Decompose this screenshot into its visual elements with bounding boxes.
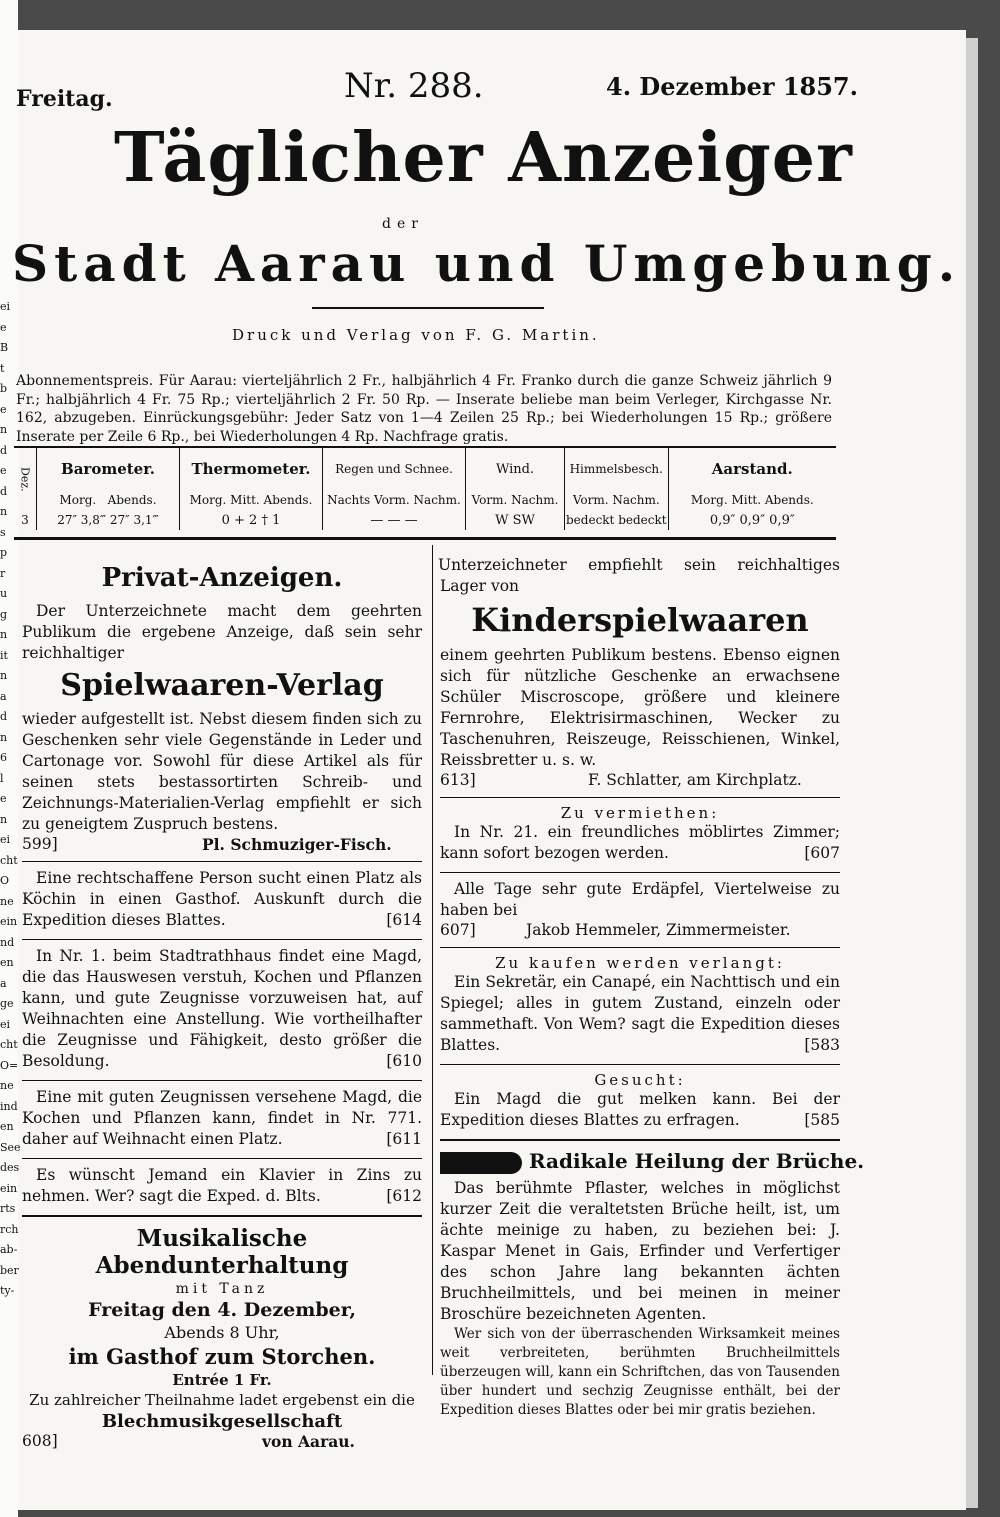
ad7-body: In Nr. 21. ein freundliches möblirtes Zimmer; kann sofort bezogen werden. [607: [440, 823, 840, 862]
ad3-ref: [610: [386, 1052, 422, 1070]
strip-fragment: p: [0, 546, 8, 559]
strip-fragment: des: [0, 1161, 20, 1174]
strip-fragment: l: [0, 771, 4, 785]
thermometer-values: 0 + 2 † 1: [180, 510, 323, 530]
strip-fragment: e: [0, 464, 7, 477]
strip-fragment: g: [0, 607, 8, 621]
divider: [440, 872, 840, 873]
sky-sub: Vorm. Nachm.: [565, 490, 669, 510]
strip-fragment: cht: [0, 853, 18, 867]
ad1-ref: 599]: [22, 835, 58, 853]
ad2-ref: [614: [386, 911, 422, 929]
rain-sub: Nachts Vorm. Nachm.: [323, 490, 466, 510]
barometer-sub: Morg. Abends.: [37, 490, 180, 510]
divider: [22, 861, 422, 862]
concert-organizer: Blechmusikgesellschaft: [101, 1411, 343, 1432]
ad6-ref: 613]: [440, 771, 476, 789]
wind-label: Wind.: [466, 448, 565, 490]
strip-fragment: n: [0, 730, 8, 744]
strip-fragment: ne: [0, 894, 14, 908]
ad3-body: In Nr. 1. beim Stadtrathhaus findet eine Magd, die das Hauswesen verstuh, Kochen und Pflanzen kann, und gute Zeugnisse vorzuweisen hat, auf Weihnachten eine Anstellung. Wie vortheilhafter die Zeugnisse und Fähigkeit, desto größer die Besoldung. [610: [22, 947, 422, 1070]
concert-place: im Gasthof zum Storchen.: [68, 1344, 376, 1369]
ad9-body: Ein Sekretär, ein Canapé, ein Nachttisch und ein Spiegel; alles in gutem Zustand, einzeln oder sammethaft. Von Wem? sagt die Expedition dieses Blattes. [583: [440, 973, 840, 1054]
weather-day-value: 3: [14, 510, 37, 530]
strip-fragment: O=: [0, 1058, 19, 1072]
ad6-sign: F. Schlatter, am Kirchplatz.: [588, 771, 802, 789]
ad5-ref: [612: [386, 1187, 422, 1205]
ad1-signature-line: [22, 835, 422, 857]
ad1-intro: Der Unterzeichnete macht dem geehrten Publikum die ergebene Anzeige, daß sein sehr reichhaltiger: [22, 602, 422, 662]
concert-ref: 608]: [22, 1432, 58, 1450]
concert-time: Abends 8 Uhr,: [164, 1323, 280, 1342]
divider: [22, 1215, 422, 1217]
ad9-head: Zu kaufen werden verlangt:: [495, 954, 785, 972]
divider: [440, 1064, 840, 1065]
rain-label: Regen und Schnee.: [323, 448, 466, 490]
strip-fragment: rts: [0, 1202, 16, 1215]
ad6-body: einem geehrten Publikum bestens. Ebenso eignen sich für nützliche Geschenke an erwachsene Schüler Miscroscope, größere und kleinere Fernrohre, Elektrisirmaschinen, Wecker zu Taschenuhren, Reiszeuge, Reisschienen, Winkel, Reissbretter u. s. w.: [440, 646, 840, 769]
ad11-body: Das berühmte Pflaster, welches in möglichst kurzer Zeit die veraltetsten Brüche heilt, ist, um ächte meinige zu haben, zu beziehen bei: J. Kaspar Menet in Gais, Erfinder und Verfertiger des schon Jahre lang bekannten ächten Bruchheilmittels, und bei meinen in meiner Broschüre bezeichneten Agenten.: [440, 1178, 840, 1323]
strip-fragment: ty-: [0, 1284, 15, 1297]
strip-fragment: a: [0, 976, 7, 990]
column-divider: [432, 545, 433, 1375]
ad1-body: wieder aufgestellt ist. Nebst diesem finden sich zu Geschenken sehr viele Gegenstände in Leder und Cartonage vor. Sowohl für diese Artikel als für seinen stets bestassortirten Schreib- und Zeichnungs-Materialien-Verlag empfiehlt er sich zu geneigtem Zuspruch bestens.: [22, 710, 422, 833]
pointing-hand-icon: [440, 1152, 522, 1174]
thermometer-label: Thermometer.: [180, 448, 323, 490]
strip-fragment: ber: [0, 1263, 19, 1277]
strip-fragment: e: [0, 320, 7, 334]
ad1-sign: Pl. Schmuziger-Fisch.: [202, 835, 392, 854]
concert-title: Musikalische Abendunterhaltung: [95, 1225, 349, 1279]
ad4-body: Eine mit guten Zeugnissen versehene Magd, die Kochen und Pflanzen kann, findet in Nr. 771. daher auf Weihnacht einen Platz. [611: [22, 1088, 422, 1148]
strip-fragment: n: [0, 669, 8, 682]
right-column: [438, 555, 865, 1420]
strip-fragment: O: [0, 874, 10, 887]
strip-fragment: b: [0, 382, 8, 395]
ad6-headline: Kinderspielwaaren: [471, 601, 809, 639]
section-title: Privat-Anzeigen.: [101, 563, 343, 593]
ad7-ref: [607: [804, 844, 840, 862]
strip-fragment: n: [0, 423, 8, 436]
ad5-body: Es wünscht Jemand ein Klavier in Zins zu nehmen. Wer? sagt die Exped. d. Blts. [612: [22, 1166, 422, 1205]
masthead-der: der: [382, 216, 424, 232]
issue-day: Freitag.: [16, 86, 113, 112]
ad10-ref: [585: [804, 1111, 840, 1129]
concert-date: Freitag den 4. Dezember,: [88, 1299, 356, 1321]
concert-invite: Zu zahlreicher Theilnahme ladet ergebenst ein die: [29, 1391, 415, 1409]
strip-fragment: ei: [0, 300, 11, 313]
wind-sub: Vorm. Nachm.: [466, 490, 565, 510]
wind-values: W SW: [466, 510, 565, 530]
concert-entry: Entrée 1 Fr.: [172, 1371, 272, 1389]
strip-fragment: en: [0, 1120, 14, 1133]
page-edge: [966, 38, 978, 1508]
thermometer-sub: Morg. Mitt. Abends.: [180, 490, 323, 510]
header-rule: [312, 307, 544, 309]
strip-fragment: en: [0, 956, 14, 969]
strip-fragment: r: [0, 566, 6, 580]
strip-fragment: rch: [0, 1222, 19, 1236]
divider: [22, 939, 422, 940]
strip-fragment: 6: [0, 751, 7, 764]
ad6-intro: Unterzeichneter empfiehlt sein reichhaltiges Lager von: [438, 556, 840, 595]
divider: [440, 797, 840, 798]
concert-sub: mit Tanz: [175, 1281, 269, 1297]
issue-date: 4. Dezember 1857.: [606, 72, 858, 101]
strip-fragment: B: [0, 341, 9, 354]
barometer-label: Barometer.: [37, 448, 180, 490]
strip-fragment: n: [0, 628, 8, 641]
ad7-head: Zu vermiethen:: [560, 804, 720, 822]
ad10-body: Ein Magd die gut melken kann. Bei der Expedition dieses Blattes zu erfragen. [585: [440, 1090, 840, 1129]
ad11-body2: Wer sich von der überraschenden Wirksamkeit meines weit verbreiteten, berühmten Bruchheilmittels überzeugen will, kann ein Schriftchen, das von Tausenden über hundert und sechzig Zeugnisse enthält, bei der Expedition dieses Blattes oder bei mir gratis beziehen.: [440, 1325, 840, 1418]
weather-bottom-rule: [14, 537, 836, 540]
weather-table: [14, 448, 836, 530]
strip-fragment: d: [0, 710, 8, 723]
strip-fragment: e: [0, 402, 7, 416]
ad1-headline: Spielwaaren-Verlag: [60, 668, 384, 703]
publisher-line: Druck und Verlag von F. G. Martin.: [232, 326, 600, 344]
concert-footer: [22, 1432, 422, 1454]
strip-fragment: ab-: [0, 1243, 18, 1256]
ad10-head: Gesucht:: [594, 1071, 686, 1089]
strip-fragment: a: [0, 689, 7, 703]
strip-fragment: ne: [0, 1079, 14, 1092]
ad2-body: Eine rechtschaffene Person sucht einen Platz als Köchin in einen Gasthof. Auskunft durch die Expedition dieses Blattes. [614: [22, 869, 422, 929]
left-column: [22, 555, 422, 1454]
ad4-ref: [611: [386, 1130, 422, 1148]
strip-fragment: ge: [0, 997, 14, 1010]
strip-fragment: cht: [0, 1038, 18, 1051]
strip-fragment: it: [0, 648, 8, 662]
divider: [440, 1139, 840, 1141]
ad9-ref: [583: [804, 1036, 840, 1054]
aarstand-sub: Morg. Mitt. Abends.: [690, 493, 814, 507]
strip-fragment: d: [0, 443, 8, 457]
ad8-ref: 607]: [440, 921, 476, 939]
ad8-signature-line: [440, 921, 840, 943]
strip-fragment: n: [0, 812, 8, 826]
weather-day-label: Dez.: [14, 448, 37, 510]
divider: [22, 1080, 422, 1081]
aarstand-values: 0,9″ 0,9″ 0,9″: [709, 512, 795, 528]
ad11-headline: Radikale Heilung der Brüche.: [440, 1149, 840, 1174]
strip-fragment: ein: [0, 1181, 18, 1195]
divider: [440, 947, 840, 948]
masthead-title: Täglicher Anzeiger: [114, 118, 853, 198]
strip-fragment: s: [0, 525, 6, 539]
sky-values: bedeckt bedeckt: [565, 510, 669, 530]
issue-number: Nr. 288.: [344, 66, 484, 106]
strip-fragment: nd: [0, 935, 15, 949]
sky-label: Himmelsbesch.: [565, 448, 669, 490]
strip-fragment: n: [0, 505, 8, 518]
strip-fragment: ind: [0, 1099, 18, 1113]
aarstand-label: Aarstand.: [711, 460, 793, 478]
strip-fragment: ein: [0, 915, 18, 928]
divider: [22, 1158, 422, 1159]
rain-values: — — —: [323, 510, 466, 530]
strip-fragment: ei: [0, 1017, 11, 1031]
ad8-body: Alle Tage sehr gute Erdäpfel, Viertelweise zu haben bei: [440, 880, 840, 919]
strip-fragment: t: [0, 361, 5, 375]
masthead-subtitle: Stadt Aarau und Umgebung.: [12, 234, 962, 293]
subscription-info: Abonnementspreis. Für Aarau: vierteljährlich 2 Fr., halbjährlich 4 Fr. Franko durch die ganze Schweiz jährlich 9 Fr.; halbjährlich 4 Fr. 75 Rp.; vierteljährlich 2 Fr. 50 Rp. — Inserate beliebe man beim Verleger, Kirchgasse Nr. 162, abzugeben. Einrückungsgebühr: Jeder Satz von 1—4 Zeilen 25 Rp.; bei Wiederholungen 15 Rp.; größere Inserate per Zeile 6 Rp., bei Wiederholungen 4 Rp. Nachfrage gratis.: [16, 373, 832, 445]
strip-fragment: ei: [0, 833, 11, 846]
strip-fragment: d: [0, 484, 8, 498]
barometer-values: 27″ 3,8‴ 27″ 3,1‴: [37, 510, 180, 530]
concert-organizer-town: von Aarau.: [262, 1432, 355, 1451]
ad6-signature-line: [440, 771, 840, 793]
strip-fragment: See: [0, 1140, 21, 1154]
ad8-sign: Jakob Hemmeler, Zimmermeister.: [526, 921, 791, 939]
strip-fragment: u: [0, 587, 8, 600]
strip-fragment: e: [0, 792, 7, 805]
